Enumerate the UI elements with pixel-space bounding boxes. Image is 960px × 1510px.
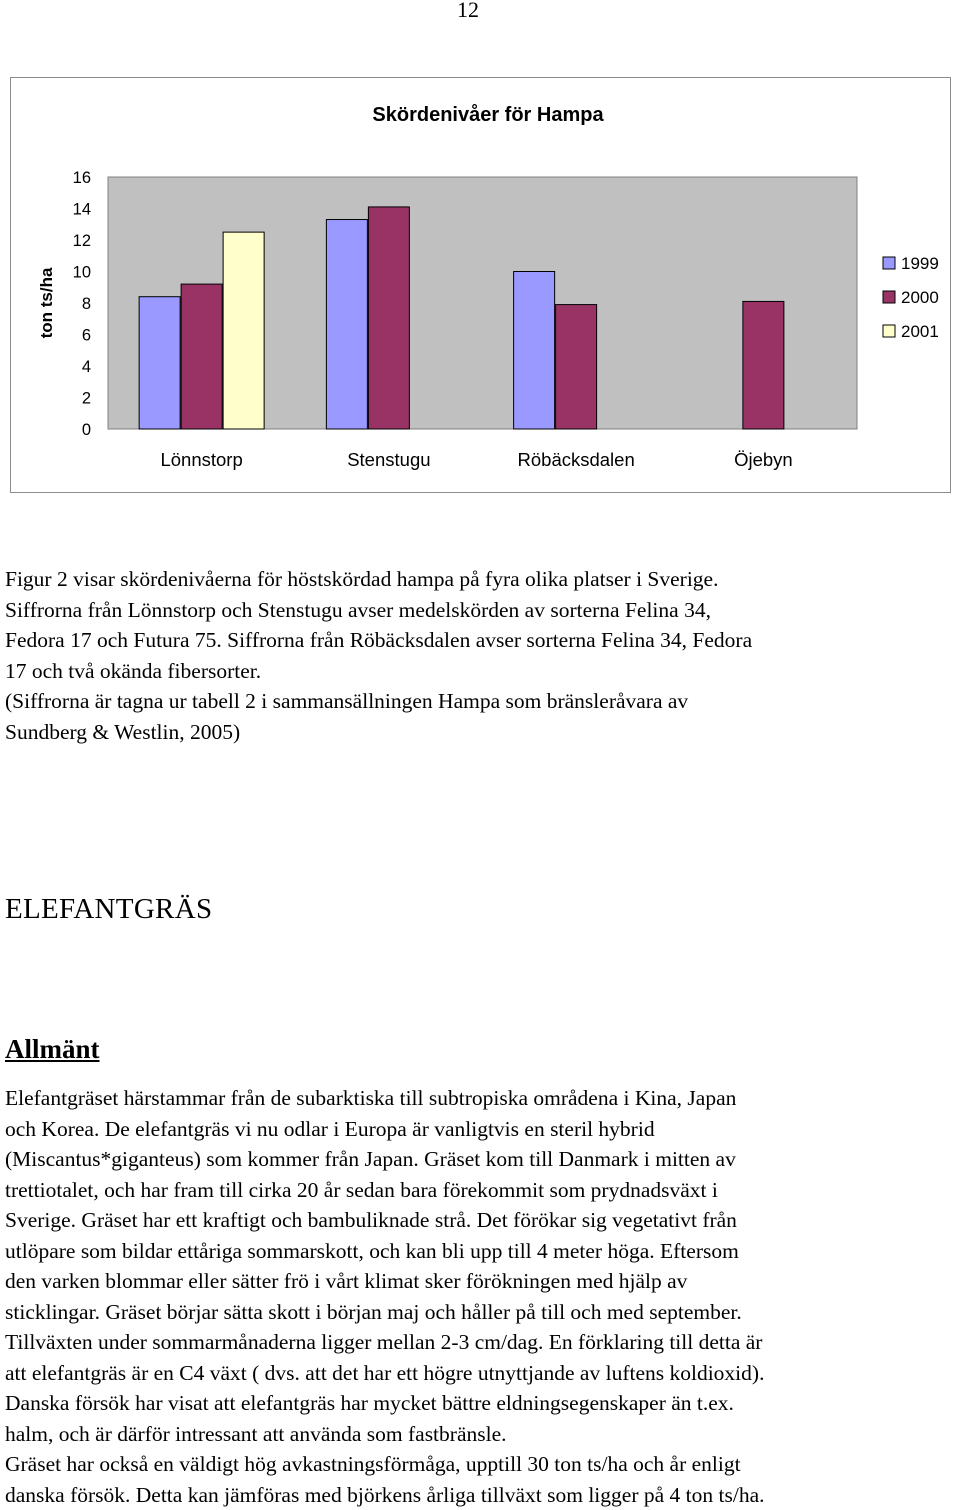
y-tick-label: 16 — [73, 169, 91, 187]
bar-1999-0 — [139, 297, 180, 429]
y-tick-label: 8 — [82, 295, 91, 313]
y-tick-label: 10 — [73, 264, 91, 282]
legend-label-1999: 1999 — [901, 254, 939, 273]
legend-swatch-2001 — [883, 325, 895, 337]
legend-label-2000: 2000 — [901, 288, 939, 307]
bar-2000-1 — [368, 207, 409, 429]
y-tick-label: 6 — [82, 327, 91, 345]
body-line: Sverige. Gräset har ett kraftigt och bambuliknade strå. Det förökar sig vegetativt från — [5, 1205, 950, 1236]
caption-line: Sundberg & Westlin, 2005) — [5, 717, 950, 748]
body-line: Gräset har också en väldigt hög avkastningsförmåga, upptill 30 ton ts/ha och år enligt — [5, 1449, 950, 1480]
body-line: halm, och är därför intressant att använda som fastbränsle. — [5, 1419, 950, 1450]
figure-caption — [5, 564, 950, 747]
body-line: trettiotalet, och har fram till cirka 20 år sedan bara förekommit som prydnadsväxt i — [5, 1175, 950, 1206]
caption-line: Siffrorna från Lönnstorp och Stenstugu avser medelskörden av sorterna Felina 34, — [5, 595, 950, 626]
section-heading: ELEFANTGRÄS — [5, 893, 212, 926]
body-line: att elefantgräs är en C4 växt ( dvs. att det har ett högre utnyttjande av luftens koldioxid). — [5, 1358, 950, 1389]
y-tick-label: 2 — [82, 390, 91, 408]
x-tick-label: Öjebyn — [734, 449, 793, 470]
bar-1999-2 — [514, 272, 555, 430]
caption-line: (Siffrorna är tagna ur tabell 2 i sammansällningen Hampa som bränsleråvara av — [5, 686, 950, 717]
caption-line: Fedora 17 och Futura 75. Siffrorna från Röbäcksdalen avser sorterna Felina 34, Fedora — [5, 625, 950, 656]
body-line: danska försök. Detta kan jämföras med björkens årliga tillväxt som ligger på 4 ton ts/ha. — [5, 1480, 950, 1510]
legend-swatch-1999 — [883, 257, 895, 269]
y-tick-label: 14 — [73, 201, 91, 219]
subsection-heading: Allmänt — [5, 1034, 100, 1065]
body-line: Elefantgräset härstammar från de subarktiska till subtropiska områdena i Kina, Japan — [5, 1083, 950, 1114]
body-line: den varken blommar eller sätter frö i vårt klimat sker förökningen med hjälp av — [5, 1266, 950, 1297]
bar-chart — [11, 78, 952, 494]
bar-1999-1 — [326, 220, 367, 429]
y-tick-label: 12 — [73, 232, 91, 250]
body-line: sticklingar. Gräset börjar sätta skott i början maj och håller på till och med september. — [5, 1297, 950, 1328]
body-line: utlöpare som bildar ettåriga sommarskott, och kan bli upp till 4 meter höga. Eftersom — [5, 1236, 950, 1267]
x-tick-label: Röbäcksdalen — [518, 449, 635, 470]
caption-line: Figur 2 visar skördenivåerna för höstskördad hampa på fyra olika platser i Sverige. — [5, 564, 950, 595]
bar-2001-0 — [223, 232, 264, 429]
body-paragraph — [5, 1083, 950, 1510]
y-tick-label: 4 — [82, 358, 91, 376]
body-line: och Korea. De elefantgräs vi nu odlar i Europa är vanligtvis en steril hybrid — [5, 1114, 950, 1145]
y-axis-label: ton ts/ha — [37, 267, 56, 338]
legend-label-2001: 2001 — [901, 322, 939, 341]
page-number: 12 — [0, 0, 936, 23]
legend-swatch-2000 — [883, 291, 895, 303]
bar-2000-2 — [556, 305, 597, 429]
x-tick-label: Lönnstorp — [160, 449, 242, 470]
body-line: Danska försök har visat att elefantgräs har mycket bättre eldningsegenskaper än t.ex. — [5, 1388, 950, 1419]
y-tick-label: 0 — [82, 421, 91, 439]
bar-2000-0 — [181, 284, 222, 429]
caption-line: 17 och två okända fibersorter. — [5, 656, 950, 687]
x-tick-label: Stenstugu — [347, 449, 430, 470]
body-line: Tillväxten under sommarmånaderna ligger mellan 2-3 cm/dag. En förklaring till detta är — [5, 1327, 950, 1358]
bar-2000-3 — [743, 301, 784, 429]
body-line: (Miscantus*giganteus) som kommer från Japan. Gräset kom till Danmark i mitten av — [5, 1144, 950, 1175]
chart-title: Skördenivåer för Hampa — [372, 103, 604, 126]
chart-frame — [10, 77, 951, 493]
